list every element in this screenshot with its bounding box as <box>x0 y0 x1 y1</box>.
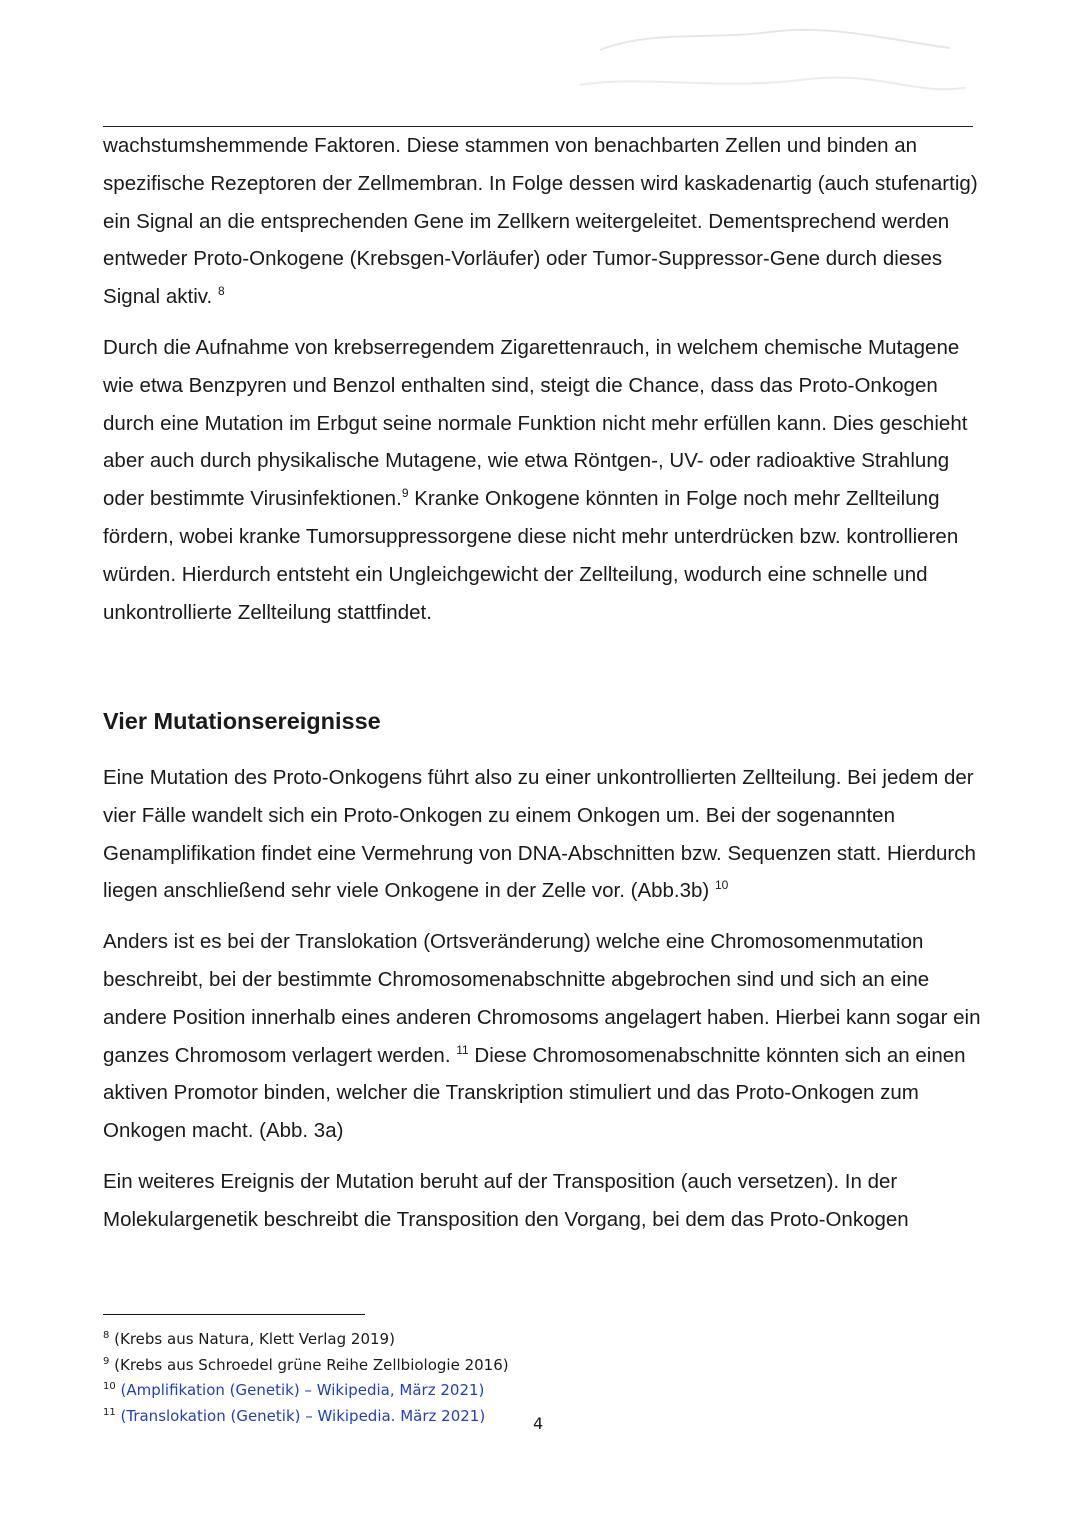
footnote-8: $^8$ (Krebs aus Natura, Klett Verlag 2019) <box>103 1330 395 1348</box>
body-text-top <box>103 127 983 631</box>
footnote-ref-8[interactable]: 8 <box>218 284 225 299</box>
footnote-11: $^{11}$ (Translokation (Genetik) – Wikipedia. März 2021) <box>103 1406 486 1425</box>
paragraph-2: Durch die Aufnahme von krebserregendem Zigarettenrauch, in welchem chemische Mutagene wie etwa Benzpyren und Benzol enthalten sind, steigt die Chance, dass das Proto-Onkogen durch eine Mutation im Erbgut seine normale Funktion nicht mehr erfüllen kann. Dies geschieht aber auch durch physikalische Mutagene, wie etwa Röntgen-, UV- oder radioaktive Strahlung oder bestimmte Virusinfektionen.$^9$ Kranke Onkogene könnten in Folge noch mehr Zellteilung fördern, wobei kranke Tumorsuppressorgene diese nicht mehr unterdrücken bzw. kontrollieren würden. Hierdurch entsteht ein Ungleichgewicht der Zellteilung, wodurch eine schnelle und unkontrollierte Zellteilung stattfindet. <box>103 335 968 624</box>
section-paragraph-3: Ein weiteres Ereignis der Mutation beruht auf der Transposition (auch versetzen). In der Molekulargenetik beschreibt die Transposition den Vorgang, bei dem das Proto-Onkogen <box>103 1169 909 1231</box>
footnote-9: $^9$ (Krebs aus Schroedel grüne Reihe Zellbiologie 2016) <box>103 1355 509 1374</box>
footnote-link-amplifikation[interactable]: (Amplifikation (Genetik) – Wikipedia, März 2021) <box>120 1381 485 1399</box>
section-paragraph-2: Anders ist es bei der Translokation (Ortsveränderung) welche eine Chromosomenmutation beschreibt, bei der bestimmte Chromosomenabschnitte abgebrochen sind und sich an eine andere Position innerhalb eines anderen Chromosoms angelagert haben. Hierbei kann sogar ein ganzes Chromosom verlagert werden. $^{11}$ Diese Chromosomenabschnitte könnten sich an einen aktiven Promotor binden, welcher die Transkription stimuliert und das Proto-Onkogen zum Onkogen macht. (Abb. 3a) <box>103 930 981 1143</box>
section-body <box>103 759 983 1239</box>
footnote-separator <box>103 1314 365 1315</box>
footnote-link-translokation[interactable]: (Translokation (Genetik) – Wikipedia. März 2021) <box>120 1406 486 1425</box>
footnote-ref-11[interactable]: 11 <box>456 1042 469 1057</box>
page-number: 4 <box>533 1414 544 1433</box>
section-paragraph-1: Eine Mutation des Proto-Onkogens führt also zu einer unkontrollierten Zellteilung. Bei jedem der vier Fälle wandelt sich ein Proto-Onkogen zu einem Onkogen um. Bei der sogenannten Genamplifikation findet eine Vermehrung von DNA-Abschnitten bzw. Sequenzen statt. Hierdurch liegen anschließend sehr viele Onkogene in der Zelle vor. (Abb.3b) $^{10}$ <box>103 766 976 903</box>
faint-handwriting-mark <box>560 10 980 120</box>
section-heading: Vier Mutationsereignisse <box>103 708 381 734</box>
footnote-10: $^{10}$ (Amplifikation (Genetik) – Wikipedia, März 2021) <box>103 1381 485 1399</box>
paragraph-1: wachstumshemmende Faktoren. Diese stammen von benachbarten Zellen und binden an spezifische Rezeptoren der Zellmembran. In Folge dessen wird kaskadenartig (auch stufenartig) ein Signal an die entsprechenden Gene im Zellkern weitergeleitet. Dementsprechend werden entweder Proto-Onkogene (Krebsgen-Vorläufer) oder Tumor-Suppressor-Gene durch dieses Signal aktiv. $^8$ <box>103 134 978 309</box>
footnote-ref-10[interactable]: 10 <box>714 878 729 893</box>
footnote-ref-9[interactable]: 9 <box>401 486 409 501</box>
footnotes <box>103 1325 509 1427</box>
